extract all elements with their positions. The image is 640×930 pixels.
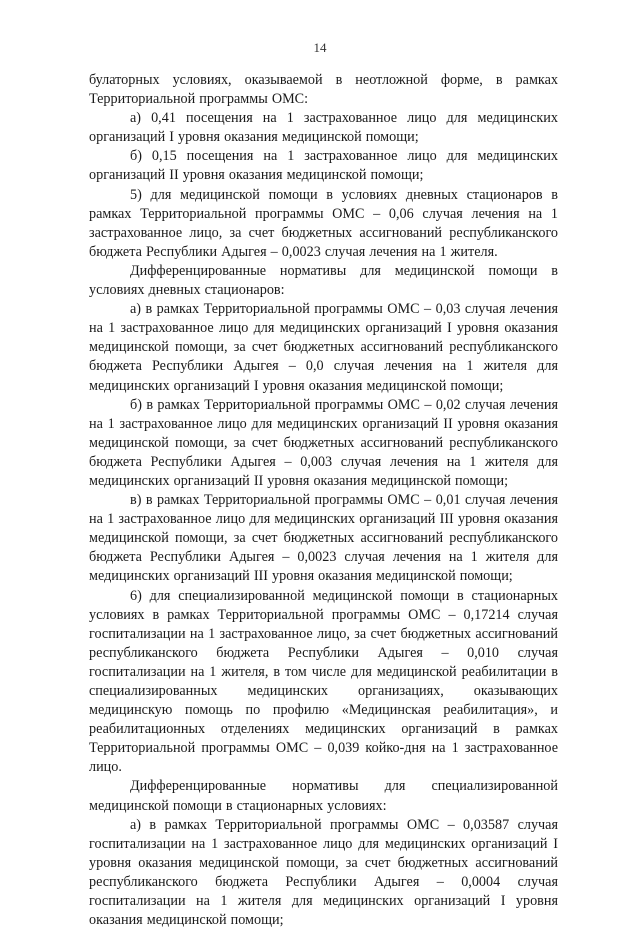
paragraph-day-hospital-norm: 5) для медицинской помощи в условиях дневных стационаров в рамках Территориальной программы ОМС – 0,06 случая лечения на 1 застрахованное лицо, за счет бюджетных ассигнований республиканского бюджета Республики Адыгея – 0,0023 случая лечения на 1 жителя. [89, 186, 558, 260]
paragraph-day-hospital-heading: Дифференцированные нормативы для медицинской помощи в условиях дневных стационаров: [89, 262, 558, 299]
paragraph-specialized-care-heading: Дифференцированные нормативы для специализированной медицинской помощи в стационарных условиях: [89, 778, 558, 814]
document-body [89, 71, 558, 930]
paragraph-item-b-visits: б) 0,15 посещения на 1 застрахованное лицо для медицинских организаций II уровня оказания медицинской помощи; [89, 148, 558, 184]
paragraph-item-a-visits: а) 0,41 посещения на 1 застрахованное лицо для медицинских организаций I уровня оказания медицинской помощи; [89, 110, 558, 146]
paragraph-specialized-care-norm: 6) для специализированной медицинской помощи в стационарных условиях в рамках Территориальной программы ОМС – 0,17214 случая госпитализации на 1 застрахованное лицо, за счет бюджетных ассигнований республиканского бюджета Республики Адыгея – 0,010 случая госпитализации на 1 жителя, в том числе для медицинской реабилитации в специализированных медицинских организациях, оказывающих медицинскую помощь по профилю «Медицинская реабилитация», и реабилитационных отделениях медицинских организаций в рамках Территориальной программы ОМС – 0,039 койко-дня на 1 застрахованное лицо. [89, 587, 558, 776]
paragraph-day-hospital-c: в) в рамках Территориальной программы ОМС – 0,01 случая лечения на 1 застрахованное лицо для медицинских организаций III уровня оказания медицинской помощи, за счет бюджетных ассигнований республиканского бюджета Республики Адыгея – 0,0023 случая лечения на 1 жителя для медицинских организаций III уровня оказания медицинской помощи; [89, 492, 558, 585]
paragraph-day-hospital-a: а) в рамках Территориальной программы ОМС – 0,03 случая лечения на 1 застрахованное лицо для медицинских организаций I уровня оказания медицинской помощи, за счет бюджетных ассигнований республиканского бюджета Республики Адыгея – 0,0 случая лечения на 1 жителя для медицинских организаций I уровня оказания медицинской помощи; [89, 301, 558, 394]
paragraph-specialized-care-a: а) в рамках Территориальной программы ОМС – 0,03587 случая госпитализации на 1 застрахованное лицо для медицинских организаций I уровня оказания медицинской помощи, за счет бюджетных ассигнований республиканского бюджета Республики Адыгея – 0,0004 случая госпитализации на 1 жителя для медицинских организаций I уровня оказания медицинской помощи; [89, 816, 558, 929]
page-number: 14 [313, 40, 327, 55]
paragraph-continuation: булаторных условиях, оказываемой в неотложной форме, в рамках Территориальной программы ОМС: [89, 72, 558, 108]
paragraph-day-hospital-b: б) в рамках Территориальной программы ОМС – 0,02 случая лечения на 1 застрахованное лицо для медицинских организаций II уровня оказания медицинской помощи, за счет бюджетных ассигнований республиканского бюджета Республики Адыгея – 0,003 случая лечения на 1 жителя для медицинских организаций II уровня оказания медицинской помощи; [89, 396, 558, 489]
